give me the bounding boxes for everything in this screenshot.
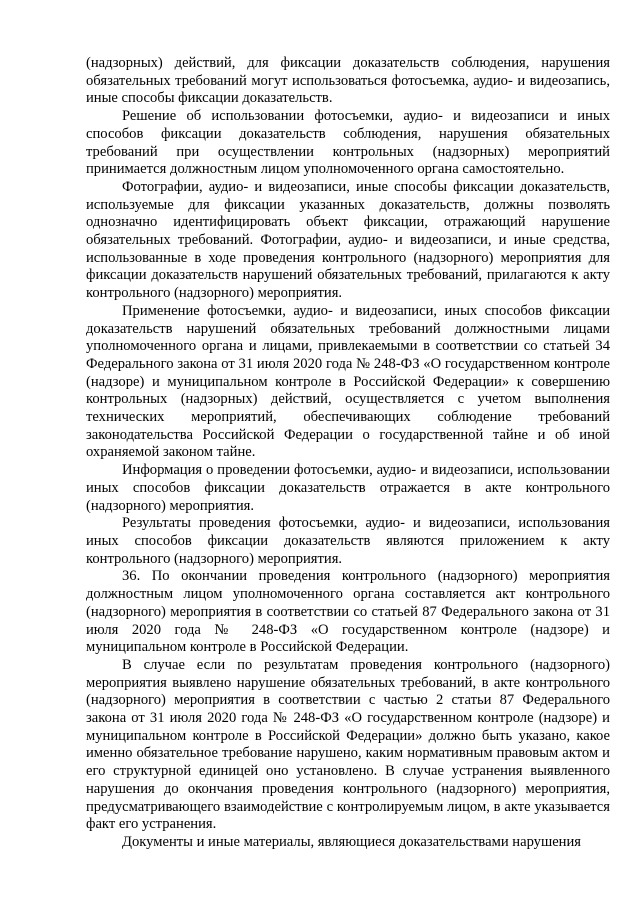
paragraph-information-in-act: Информация о проведении фотосъемки, аудио- и видеозаписи, использовании иных способов фиксации доказательств отражается в акте контрольного (надзорного) мероприятия.: [86, 462, 610, 514]
paragraph-documents-evidence: Документы и иные материалы, являющиеся доказательствами нарушения: [122, 833, 582, 850]
paragraph-photo-requirements: Фотографии, аудио- и видеозаписи, иные способы фиксации доказательств, используемые для фиксации указанных доказательств, должны позволять однозначно идентифицировать объект фиксации, отражающий нарушение обязательных требований. Фотографии, аудио- и видеозаписи, и иные средства, использованные в ходе проведения контрольного (надзорного) мероприятия для фиксации доказательств нарушений обязательных требований, прилагаются к акту контрольного (надзорного) мероприятия.: [86, 178, 610, 302]
paragraph-violation-case: В случае если по результатам проведения контрольного (надзорного) мероприятия выявлено нарушение обязательных требований, в акте контрольного (надзорного) мероприятия в соответствии с частью 2 статьи 87 Федерального закона от 31 июля 2020 года № 248-ФЗ «О государственном контроле (надзоре) и муниципальном контроле в Российской Федерации» должно быть указано, какое именно обязательное требование нарушено, каким нормативным правовым актом и его структурной единицей оно установлено. В случае устранения выявленного нарушения до окончания проведения контрольного (надзорного) мероприятия, предусматривающего взаимодействие с контролируемым лицом, в акте указывается факт его устранения.: [86, 656, 610, 833]
paragraph-results-appendix: Результаты проведения фотосъемки, аудио- и видеозаписи, использования иных способов фиксации доказательств являются приложением к акту контрольного (надзорного) мероприятия.: [86, 515, 610, 567]
paragraph-continuation: (надзорных) действий, для фиксации доказательств соблюдения, нарушения обязательных требований могут использоваться фотосъемка, аудио- и видеозапись, иные способы фиксации доказательств.: [86, 55, 610, 107]
paragraph-decision-on-recording: Решение об использовании фотосъемки, аудио- и видеозаписи и иных способов фиксации доказательств соблюдения, нарушения обязательных требований при осуществлении контрольных (надзорных) мероприятий принимается должностным лицом уполномоченного органа самостоятельно.: [86, 108, 610, 178]
paragraph-item-36: 36. По окончании проведения контрольного (надзорного) мероприятия должностным лицом уполномоченного органа составляется акт контрольного (надзорного) мероприятия в соответствии со статьей 87 Федерального закона от 31 июля 2020 года № 248-ФЗ «О государственном контроле (надзоре) и муниципальном контроле в Российской Федерации.: [86, 568, 610, 656]
paragraph-application-of-recording: Применение фотосъемки, аудио- и видеозаписи, иных способов фиксации доказательств нарушений обязательных требований должностными лицами уполномоченного органа и лицами, привлекаемыми в соответствии со статьей 34 Федерального закона от 31 июля 2020 года № 248-ФЗ «О государственном контроле (надзоре) и муниципальном контроле в Российской Федерации» к совершению контрольных (надзорных) действий, осуществляется с учетом выполнения технических мероприятий, обеспечивающих соблюдение требований законодательства Российской Федерации о государственной тайне и об иной охраняемой законом тайне.: [86, 302, 610, 461]
